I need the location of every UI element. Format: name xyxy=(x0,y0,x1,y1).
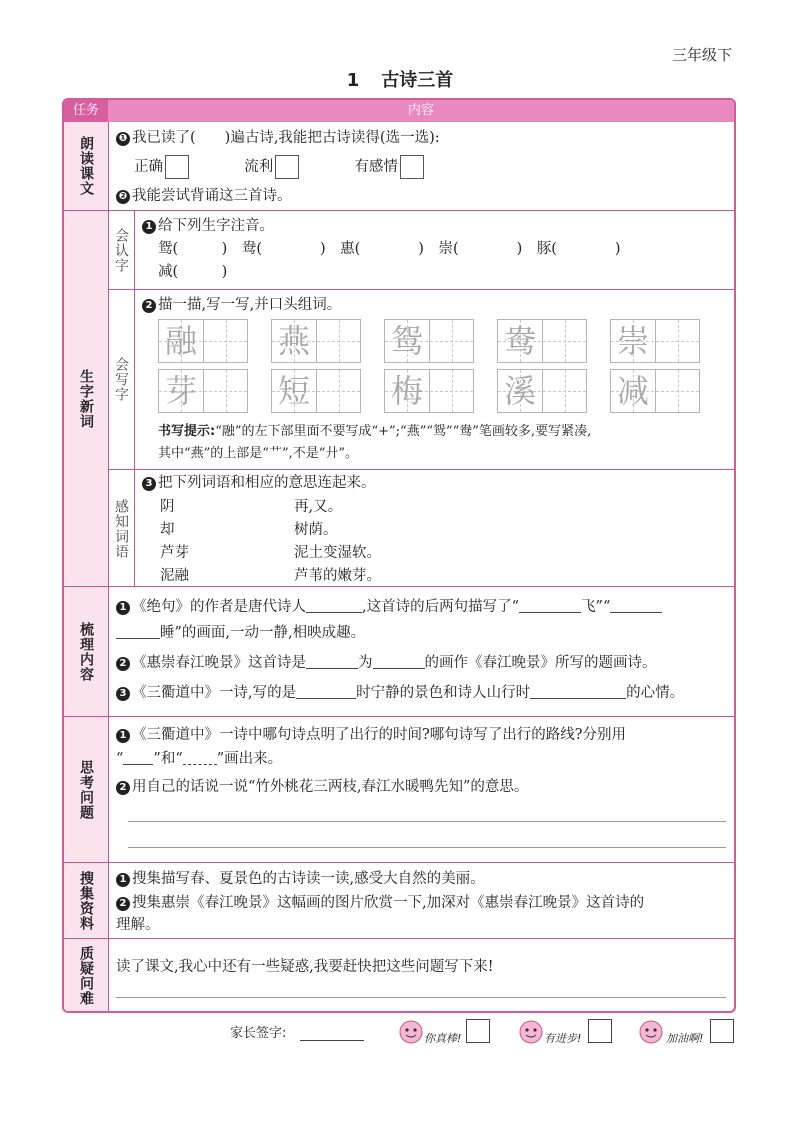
tip-label: 书写提示: xyxy=(158,424,216,439)
smiley-icon xyxy=(636,1018,666,1046)
organize-text: 《惠崇春江晚景》这首诗是 xyxy=(132,655,306,671)
signature-line[interactable] xyxy=(300,1040,364,1041)
stamp-progress-box[interactable] xyxy=(588,1019,612,1043)
checkbox-correct[interactable] xyxy=(165,155,189,179)
writing-grid[interactable] xyxy=(158,319,248,363)
meaning-1[interactable]: 再,又。 xyxy=(294,499,343,515)
writing-grid[interactable] xyxy=(158,369,248,413)
section-label: 生字新词 xyxy=(78,368,94,429)
option-correct: 正确 xyxy=(134,159,163,175)
trace-char: 短 xyxy=(277,372,310,410)
collect-text: 搜集描写春、夏景色的古诗读一读,感受大自然的美丽。 xyxy=(132,871,485,887)
checkbox-fluent[interactable] xyxy=(275,155,299,179)
organize-text: 《绝句》的作者是唐代诗人 xyxy=(132,599,306,615)
sublabel-recognize: 会认字 xyxy=(113,227,129,273)
bullet-1: ❶ xyxy=(116,132,130,146)
word-4[interactable]: 泥融 xyxy=(160,568,189,584)
question-prompt: 读了课文,我心中还有一些疑惑,我要赶快把这些问题写下来! xyxy=(116,959,494,975)
organize-text: 睡”的画面,一动一静,相映成趣。 xyxy=(160,625,366,641)
trace-char: 减 xyxy=(616,372,649,410)
header-content: 内容 xyxy=(407,103,434,118)
fill-blank[interactable] xyxy=(296,684,356,699)
write-title: 描一描,写一写,并口头组词。 xyxy=(158,297,342,313)
organize-text: 飞”“ xyxy=(581,599,611,615)
recognize-title: 给下列生字注音。 xyxy=(158,218,274,234)
organize-text: 的心情。 xyxy=(626,685,685,701)
fill-blank[interactable] xyxy=(116,624,160,639)
writing-grid[interactable] xyxy=(384,319,474,363)
worksheet-table xyxy=(62,98,736,1013)
organize-text: ,这首诗的后两句描写了“ xyxy=(362,599,520,615)
word-3[interactable]: 芦芽 xyxy=(160,545,189,561)
lesson-number: 1 xyxy=(346,70,360,91)
section-label: 搜集资料 xyxy=(78,870,94,931)
writing-grid[interactable] xyxy=(497,369,587,413)
smiley-icon xyxy=(516,1018,546,1046)
page-title xyxy=(0,66,800,92)
answer-line[interactable] xyxy=(128,821,726,822)
tip-line-2: 其中“燕”的上部是“艹”,不是“廾”。 xyxy=(158,446,359,461)
meaning-3[interactable]: 泥土变湿软。 xyxy=(294,545,381,561)
underline-mark[interactable] xyxy=(123,750,153,765)
stamp-cheer-box[interactable] xyxy=(710,1019,734,1043)
smiley-icon xyxy=(396,1018,426,1046)
organize-text: 为 xyxy=(358,655,373,671)
fill-blank[interactable] xyxy=(530,684,626,699)
collect-text: 搜集惠崇《春江晚景》这幅画的图片欣赏一下,加深对《惠崇春江晚景》这首诗的 xyxy=(132,895,645,911)
reading-line-1: 我已读了( )遍古诗,我能把古诗读得(选一选): xyxy=(132,130,440,146)
section-think: 思考问题 1 《三衢道中》一诗中哪句诗点明了出行的时间?哪句诗写了出行的路线?分别用 “ ”和“ ”画出来。 2 用自己的话说一说“竹外桃花三两枝,春江水暖鸭先知”的意思。 xyxy=(64,716,734,862)
writing-grid[interactable] xyxy=(384,369,474,413)
stamp-progress: 有进步! xyxy=(544,1032,582,1045)
writing-grid[interactable] xyxy=(610,369,700,413)
organize-text: 《三衢道中》一诗,写的是 xyxy=(132,685,297,701)
perceive-title: 把下列词语和相应的意思连起来。 xyxy=(158,475,376,491)
section-label: 思考问题 xyxy=(78,759,94,820)
bullet-2: ❷ xyxy=(116,190,130,204)
organize-text: 时宁静的景色和诗人山行时 xyxy=(356,685,531,701)
pinyin-row-2[interactable]: 减( ) xyxy=(158,264,228,280)
stamp-great: 你真棒! xyxy=(424,1032,462,1045)
word-2[interactable]: 却 xyxy=(160,522,175,538)
section-question xyxy=(64,938,734,1013)
tip-line-1: “融”的左下部里面不要写成“+”;“燕”“鸳”“鸯”笔画较多,要写紧凑, xyxy=(215,424,592,439)
writing-grid[interactable] xyxy=(610,319,700,363)
trace-char: 溪 xyxy=(503,372,536,410)
fill-blank[interactable] xyxy=(306,654,358,669)
fill-blank[interactable] xyxy=(519,598,581,613)
signature-label: 家长签字: xyxy=(230,1026,287,1041)
reading-line-2: 我能尝试背诵这三首诗。 xyxy=(132,188,292,204)
question-text: 用自己的话说一说“竹外桃花三两枝,春江水暖鸭先知”的意思。 xyxy=(132,779,529,795)
writing-grid[interactable] xyxy=(271,319,361,363)
writing-grid[interactable] xyxy=(497,319,587,363)
option-fluent: 流利 xyxy=(244,159,274,175)
section-collect: 搜集资料 1 搜集描写春、夏景色的古诗读一读,感受大自然的美丽。 2 搜集惠崇《春江晚景》这幅画的图片欣赏一下,加深对《惠崇春江晚景》这首诗的 理解。 xyxy=(64,862,734,938)
wavy-mark[interactable] xyxy=(183,750,217,765)
sublabel-write: 会写字 xyxy=(113,357,129,402)
question-text: “ xyxy=(116,751,124,767)
trace-char: 芽 xyxy=(164,372,197,410)
table-header xyxy=(64,100,734,122)
trace-char: 鸯 xyxy=(503,322,536,360)
section-characters: 生字新词 会认字 1 给下列生字注音。 鸳( ) 鸯( ) 惠( ) 崇( ) 豚( ) 减( ) 会写字 2 描一描,写一写,并口头组词。 融 燕 鸳 鸯 崇 芽 短 梅 溪 减 书写提示:“融”的左下部里面不要写成“+”;“燕”“鸳”“鸯”笔画较多,要写紧凑, 其中“燕”的上部是“艹”,不是“廾”。 感知词语 3 把下列词语和相应的意思连起来。 阴 却 芦芽 泥融 再,又。 树荫。 泥土变湿软。 芦苇的嫩芽。 xyxy=(64,210,734,586)
section-label: 梳理内容 xyxy=(78,621,94,682)
writing-grid[interactable] xyxy=(271,369,361,413)
collect-text: 理解。 xyxy=(116,917,160,933)
section-organize: 梳理内容 1 《绝句》的作者是唐代诗人 ,这首诗的后两句描写了“ 飞”“ 睡”的画面,一动一静,相映成趣。 2 《惠崇春江晚景》这首诗是 为 的画作《春江晚景》所写的题画诗。 3 《三衢道中》一诗,写的是 时宁静的景色和诗人山行时 的心情。 xyxy=(64,586,734,716)
checkbox-emotion[interactable] xyxy=(400,155,424,179)
lesson-title: 古诗三首 xyxy=(381,70,454,91)
fill-blank[interactable] xyxy=(306,598,362,613)
grade-label: 三年级下 xyxy=(672,46,733,64)
trace-char: 崇 xyxy=(616,322,649,360)
question-text: ”画出来。 xyxy=(216,751,283,767)
meaning-2[interactable]: 树荫。 xyxy=(294,522,338,538)
question-text: ”和“ xyxy=(153,751,183,767)
stamp-great-box[interactable] xyxy=(466,1019,490,1043)
answer-line[interactable] xyxy=(116,997,726,998)
answer-line[interactable] xyxy=(128,847,726,848)
section-reading xyxy=(64,122,734,210)
sublabel-perceive: 感知词语 xyxy=(113,498,129,559)
pinyin-row-1[interactable]: 鸳( ) 鸯( ) 惠( ) 崇( ) 豚( ) xyxy=(158,241,621,257)
stamp-cheer: 加油啊! xyxy=(666,1032,704,1045)
trace-char: 融 xyxy=(164,322,197,360)
word-1[interactable]: 阴 xyxy=(160,499,175,515)
fill-blank[interactable] xyxy=(373,654,425,669)
option-emotion: 有感情 xyxy=(354,159,398,175)
trace-char: 鸳 xyxy=(390,322,423,360)
fill-blank[interactable] xyxy=(610,598,662,613)
section-label: 质疑问难 xyxy=(78,946,94,1006)
organize-text: 的画作《春江晚景》所写的题画诗。 xyxy=(424,655,657,671)
header-task: 任务 xyxy=(64,100,108,122)
section-label: 朗读课文 xyxy=(78,136,94,196)
trace-char: 燕 xyxy=(277,322,310,360)
question-text: 《三衢道中》一诗中哪句诗点明了出行的时间?哪句诗写了出行的路线?分别用 xyxy=(132,727,627,743)
meaning-4[interactable]: 芦苇的嫩芽。 xyxy=(294,568,381,584)
trace-char: 梅 xyxy=(390,372,423,410)
